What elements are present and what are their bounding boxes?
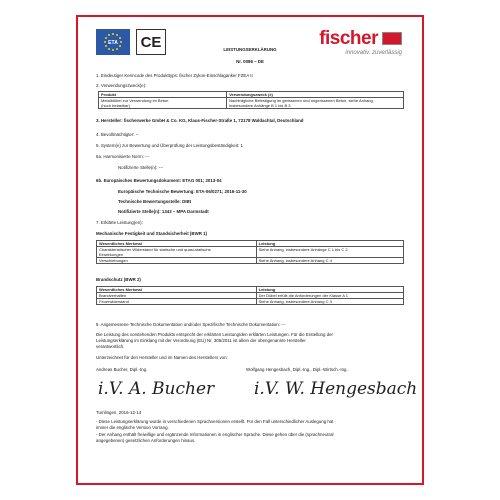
table-cell: Siehe Anhang, insbesondere Anhang C 3 [256,299,403,305]
table-cell: Charakteristischer Widerstand für statische und quasi-statische Einwirkungen [97,247,257,258]
table-cell: Feuerwiderstand [97,299,257,305]
declaration-page [76,15,424,485]
responsibility-paragraph-line-1: Die Leistung des vorstehenden Produkts entspricht der erklärten Leistung/den erklärten Leistungen. Für die Erstellung der [96,332,333,337]
signature-2: i.V. W. Hengesbach [254,379,418,399]
item-8: 8. Angemessene Technische Dokumentation und/oder Spezifische Technische Dokumentation: --- [96,322,286,327]
table-cell: Metalldübel zur Verwendung im Beton (hoch belastbar) [99,98,227,109]
table-header: Verwendungszweck (e) [227,92,404,98]
table-cell: Siehe Anhang, insbesondere Anhang C 4 [256,258,403,264]
table-row [97,258,404,264]
brand-logo-text: fischer [319,28,378,49]
table-header: Wesentliches Merkmal [97,287,257,293]
item-6a-body: Notifizierte Stelle(n): --- [118,165,164,170]
item-6a: 6a. Harmonisierte Norm: --- [96,154,150,159]
table-row [97,247,404,258]
usage-table [98,91,404,109]
svg-text:ETA: ETA [108,40,118,46]
section-bwr2-title: Brandschutz (BWR 2) [96,277,141,282]
item-4: 4. Bevollmächtigter: -- [96,132,139,137]
signed-for-text: Unterzeichnet für den Hersteller und im Namen des Herstellers von: [96,355,228,360]
responsibility-paragraph-line-2: Leistungserklärung im Einklang mit der Verordnung (EU) Nr. 305/2011 ist allein der obengenannte Hersteller [96,338,306,343]
signature-1: i.V. A. Bucher [98,379,215,399]
item-3-manufacturer: 3. Hersteller: fischerwerke GmbH & Co. KG, Klaus-Fischer-Straße 1, 72178 Waldachtal, Deutschland [96,118,304,123]
performance-table-bwr2 [96,286,404,305]
item-2: 2. Verwendungszweck(e): [96,83,147,88]
signer-2-name: Wolfgang Hengesbach, Dipl.-Ing., Dipl.-Wirtsch.-Ing. [246,367,348,372]
item-7: 7. Erklärte Leistung(en): [96,220,143,225]
table-cell: Brandverhalten [97,293,257,299]
brand-tagline: innovativ. zuverlässig [345,50,402,56]
ce-mark: CE [136,29,166,55]
table-header: Leistung [256,241,403,247]
performance-table-bwr1 [96,240,404,264]
table-cell: Verschiebungen [97,258,257,264]
note-line-1: - Diese Leistungserklärung wurde in verschiedenen Sprachversionen erstellt. Für den Fall unterschiedlicher Auslegung hat [96,419,334,424]
table-cell: Nachträgliche Befestigung im gerissenen und ungerissenen Beton, siehe Anhang, insbesondere Anhänge B 1 bis B 3 [227,98,404,109]
table-row [97,299,404,305]
brand-badge-icon [382,32,402,45]
document-title: LEISTUNGSERKLÄRUNG [223,47,277,52]
item-6b-eta: Europäische Technische Bewertung: ETA-06/0271; 2016-11-30 [118,189,247,194]
item-6b: 6b. Europäisches Bewertungsdokument: ETAG 001; 2013-04 [96,178,222,183]
signer-1-name: Andreas Bucher, Dipl.-Ing. [96,367,148,372]
responsibility-paragraph-line-3: verantwortlich. [96,344,125,349]
note-line-3: - Der Anhang enthält freiwillige und ergänzende Informationen in englischer Sprache. Diese gehen über die (sprachneutral [96,432,334,437]
table-cell: Siehe Anhang, insbesondere Anhänge C 1 bis C 2 [256,247,403,258]
table-header: Wesentliches Merkmal [97,241,257,247]
table-header: Leistung [256,287,403,293]
note-line-2: immer die englische Version Vorrang. [96,425,169,430]
item-6b-tab: Technische Bewertungsstelle: DIBt [118,199,192,204]
item-5: 5. System(e) zur Bewertung und Überprüfung der Leistungsbeständigkeit: 1 [96,143,243,148]
table-cell: Der Dübel erfüllt die Anforderungen der Klasse A 1 [256,293,403,299]
section-bwr1-title: Mechanische Festigkeit und Standsicherheit (BWR 1) [96,231,208,236]
date-place: Tumlingen, 2016-12-14 [96,410,142,415]
item-1: 1. Eindeutiger Kenncode des Produkttyps: fischer Zykon-Einschlaganker FZEA II [96,73,253,78]
item-6b-body: Notifizierte Stelle(n): 1343 – MPA Darmstadt [118,209,209,214]
document-number: Nr. 0086 – DE [236,59,264,64]
note-line-4: angegebenen) gesetzlichen Anforderungen hinaus. [96,438,196,443]
table-header: Produkt [99,92,227,98]
